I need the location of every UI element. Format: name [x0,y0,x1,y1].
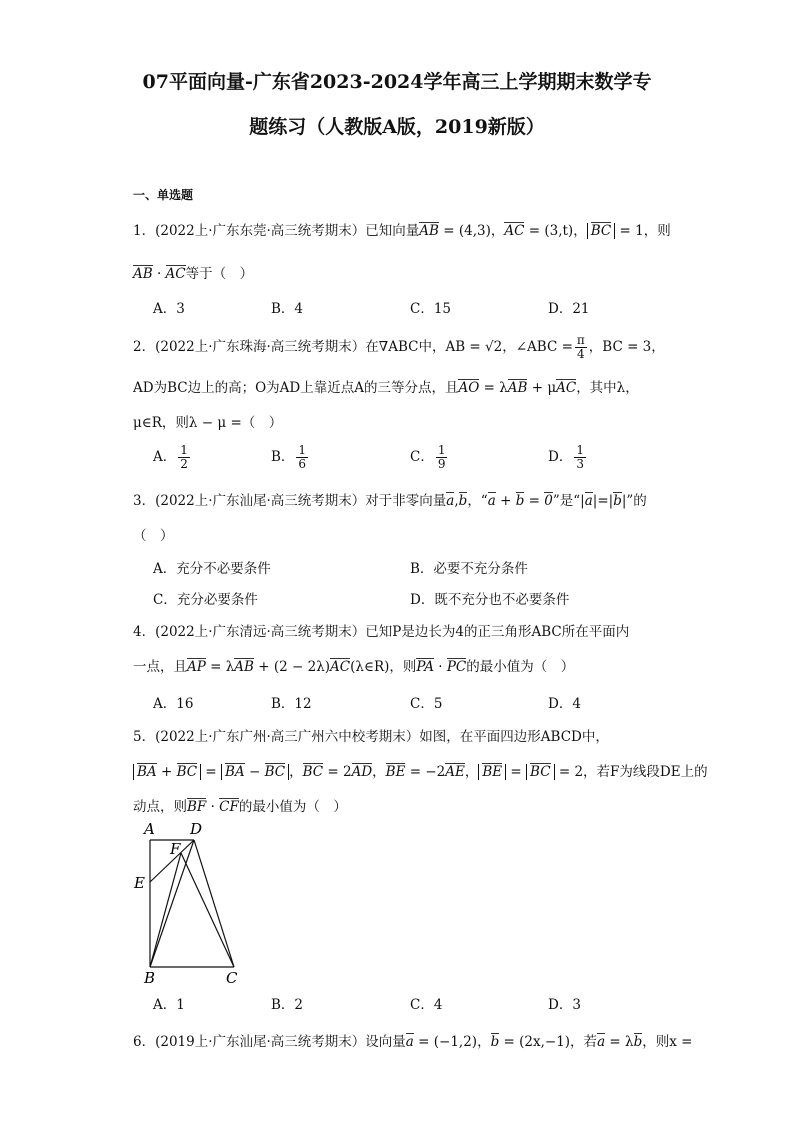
label-e: E [134,874,145,892]
segment-fb [150,853,181,967]
doc-title-line2: 题练习（人教版A版，2019新版） [249,116,545,138]
q5-line1: 5．(2022上·广东广州·高三广州六中校考期末）如图，在平面四边形ABCD中， [133,729,609,745]
q6-line1: 6．(2019上·广东汕尾·高三统考期末）设向量a = (−1,2)，b = (2x,−1)，若a = λb，则x = [133,1034,693,1050]
segment-bd [150,840,194,967]
q2-line1: 2．(2022上·广东珠海·高三统考期末）在∇ABC中，AB = √2，∠ABC = $\frac{\pi}{4}$ ，BC = 3， [133,333,665,361]
q3-option-b: B．必要不充分条件 [410,561,528,577]
q3-option-c: C．充分必要条件 [153,592,258,608]
q3-option-d: D．既不充分也不必要条件 [410,592,570,608]
q5-option-a: A．1 [153,997,185,1013]
label-b: B [144,969,156,987]
quadrilateral-figure [128,818,258,988]
q3-line2: （ ） [133,528,174,544]
label-d: D [190,820,203,838]
section-heading: 一、单选题 [133,188,194,202]
q4-line1: 4．(2022上·广东清远·高三统考期末）已知P是边长为4的正三角形ABC所在平面内 [133,624,630,640]
q4-line2: 一点，且AP = λAB + (2 − 2λ)AC(λ∈R)，则PA · PC的最小值为（ ） [133,659,575,675]
q3-option-a: A．充分不必要条件 [153,561,271,577]
q2-option-b: B． $\frac{1}{6}$ [271,443,307,471]
q2-line3: μ∈R，则λ − μ =（ ） [133,415,283,431]
label-f: F [170,840,181,858]
q1-line2: AB · AC等于（ ） [133,266,254,282]
q1-line1: 1．(2022上·广东东莞·高三统考期末）已知向量AB = (4,3)，AC = (3,t)， BC = 1，则 [133,223,671,239]
label-c: C [226,969,238,987]
q3-line1: 3．(2022上·广东汕尾·高三统考期末）对于非零向量a,b，“a + b = 0”是“|a|=|b|”的 [133,493,647,509]
q1-option-c: C．15 [410,301,452,317]
q1-option-b: B．4 [271,301,304,317]
q2-option-d: D． $\frac{1}{3}$ [548,443,584,471]
q4-option-d: D．4 [548,696,581,712]
q4-option-a: A．16 [153,696,194,712]
q5-line2: BA + BC = BA − BC ，BC = 2AD，BE = −2AE， BE = BC = 2，若F为线段DE上的 [133,760,708,780]
q1-option-d: D．21 [548,301,590,317]
q1-option-a: A．3 [153,301,185,317]
q2-option-c: C． $\frac{1}{9}$ [410,443,446,471]
q4-option-c: C．5 [410,696,443,712]
doc-title-line1: 07平面向量-广东省2023-2024学年高三上学期期末数学专 [142,71,652,93]
label-a: A [144,820,155,838]
q5-line3: 动点，则BF · CF的最小值为（ ） [133,799,347,815]
q4-option-b: B．12 [271,696,312,712]
q5-option-d: D．3 [548,997,581,1013]
q5-option-c: C．4 [410,997,443,1013]
q2-option-a: A． $\frac{1}{2}$ [153,443,188,471]
q5-option-b: B．2 [271,997,304,1013]
segment-fc [181,853,234,967]
side-dc [194,840,234,967]
q2-line2: AD为BC边上的高；O为AD上靠近点A的三等分点，且AO = λAB + μAC，其中λ， [133,380,639,396]
